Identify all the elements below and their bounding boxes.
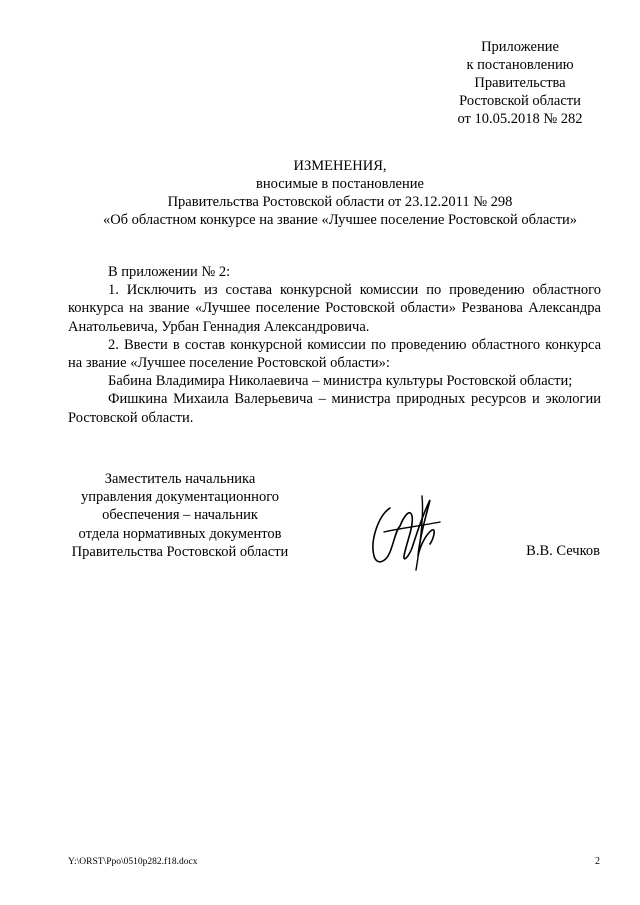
document-title xyxy=(60,157,620,229)
body-intro: В приложении № 2: xyxy=(108,264,231,280)
appendix-line: к постановлению xyxy=(466,57,574,73)
footer-page-number: 2 xyxy=(595,856,600,867)
position-line: обеспечения – начальник xyxy=(102,507,258,524)
document-body xyxy=(68,263,601,427)
position-line: управления документационного xyxy=(80,489,280,506)
position-line: Правительства Ростовской области xyxy=(71,543,289,560)
signatory-position xyxy=(60,470,300,561)
body-item-1: 1. Исключить из состава конкурсной комиссии по проведению областного конкурса на звание «Лучшее поселение Ростовской области» Резванова Александра Анатольевича, Урбан Геннадия Александровича. xyxy=(68,282,601,335)
body-member-1: Бабина Владимира Николаевича – министра культуры Ростовской области; xyxy=(108,373,573,390)
appendix-line: Правительства xyxy=(474,75,566,91)
footer-file-path: Y:\ORST\Ppo\0510p282.f18.docx xyxy=(68,857,198,867)
handwritten-signature xyxy=(360,486,450,576)
body-item-2: 2. Ввести в состав конкурсной комиссии по проведению областного конкурса на звание «Лучшее поселение Ростовской области»: xyxy=(68,336,601,372)
body-member-2: Фишкина Михаила Валерьевича – министра природных ресурсов и экологии Ростовской области. xyxy=(68,391,601,426)
title-line: «Об областном конкурсе на звание «Лучшее поселение Ростовской области» xyxy=(102,212,578,228)
appendix-line: Приложение xyxy=(481,39,559,55)
position-line: отдела нормативных документов xyxy=(78,525,282,542)
title-heading: ИЗМЕНЕНИЯ, xyxy=(293,158,387,174)
appendix-line: Ростовской области xyxy=(459,93,581,109)
title-line: вносимые в постановление xyxy=(256,176,424,192)
appendix-header xyxy=(420,38,620,128)
signatory-name: В.В. Сечков xyxy=(526,543,600,559)
appendix-line: от 10.05.2018 № 282 xyxy=(457,111,583,127)
position-line: Заместитель начальника xyxy=(104,471,256,487)
title-line: Правительства Ростовской области от 23.12.2011 № 298 xyxy=(167,194,513,210)
